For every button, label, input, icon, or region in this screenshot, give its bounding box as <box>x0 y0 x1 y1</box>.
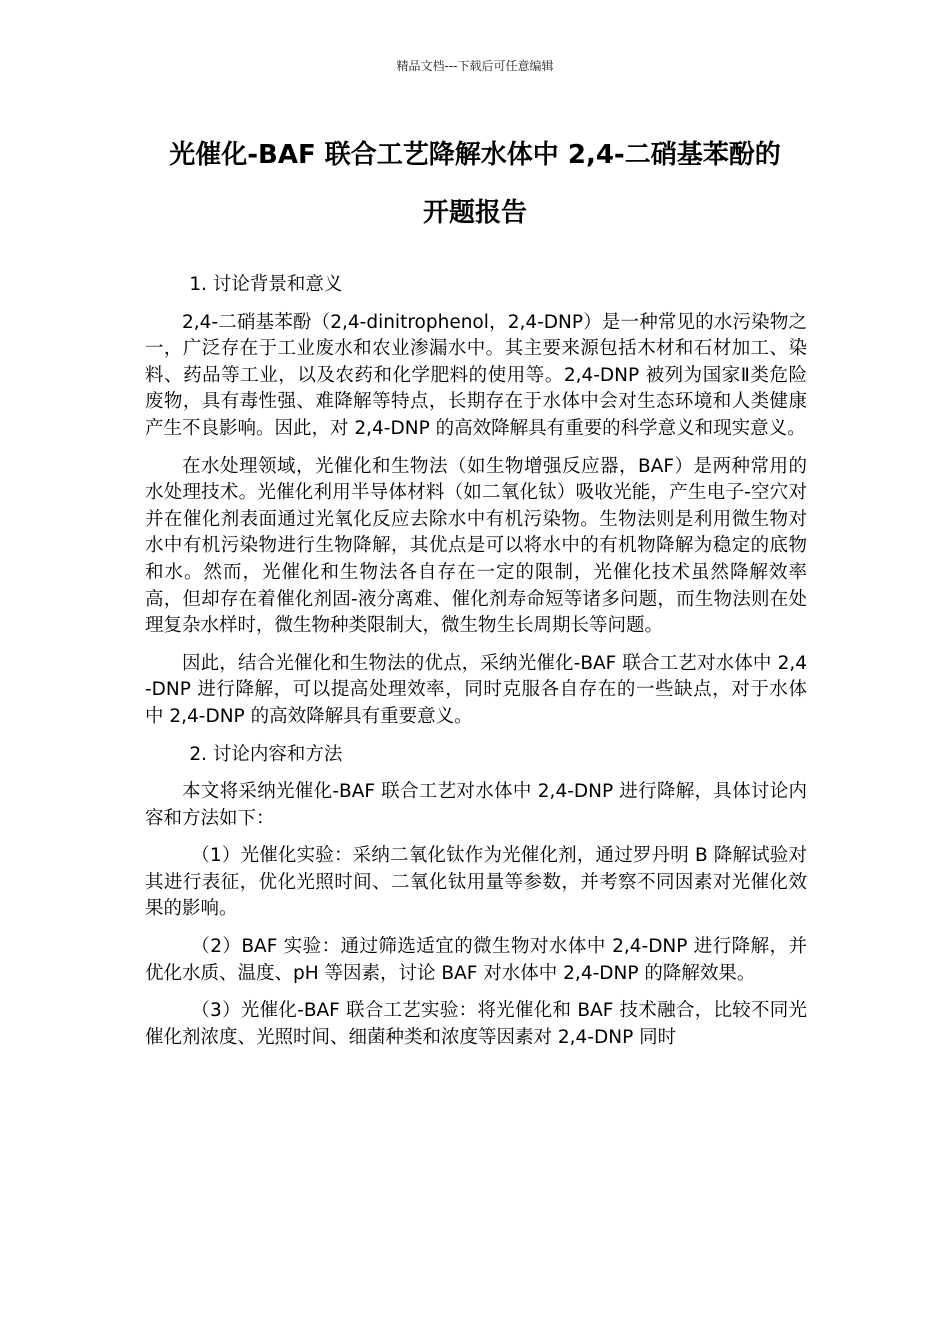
header-note: 精品文档---下载后可任意编辑 <box>396 59 554 73</box>
page-title-line-1: 光催化-BAF 联合工艺降解水体中 2,4-二硝基苯酚的 <box>169 140 781 170</box>
section-heading-background: 1. 讨论背景和意义 <box>189 274 343 295</box>
section-heading-content-methods: 2. 讨论内容和方法 <box>189 743 343 765</box>
page-title-line-2: 开题报告 <box>422 198 527 228</box>
list-item-combined: （3）光催化-BAF 联合工艺实验：将光催化和 BAF 技术融合，比较不同光催化剂浓度、光照时间、细菌种类和浓度等因素对 2,4-DNP 同时 <box>145 1000 807 1048</box>
paragraph-treatment-methods: 在水处理领域，光催化和生物法（如生物增强反应器，BAF）是两种常用的水处理技术。光催化利用半导体材料（如二氧化钛）吸收光能，产生电子-空穴对并在催化剂表面通过光氧化反应去除水中有机污染物。生物法则是利用微生物对水中有机污染物进行生物降解，其优点是可以将水中的有机物降解为稳定的底物和水。然而，光催化和生物法各自存在一定的限制，光催化技术虽然降解效率高，但却存在着催化剂固-液分离难、催化剂寿命短等诸多问题，而生物法则在处理复杂水样时，微生物种类限制大，微生物生长周期长等问题。 <box>145 455 807 637</box>
paragraph-methods-intro: 本文将采纳光催化-BAF 联合工艺对水体中 2,4-DNP 进行降解，具体讨论内容和方法如下： <box>145 781 807 829</box>
document-body <box>145 272 807 1062</box>
paragraph-combined-process: 因此，结合光催化和生物法的优点，采纳光催化-BAF 联合工艺对水体中 2,4-DNP 进行降解，可以提高处理效率，同时克服各自存在的一些缺点，对于水体中 2,4-DNP 的高效降解具有重要意义。 <box>145 652 807 727</box>
list-item-baf: （2）BAF 实验：通过筛选适宜的微生物对水体中 2,4-DNP 进行降解，并优化水质、温度、pH 等因素，讨论 BAF 对水体中 2,4-DNP 的降解效果。 <box>145 936 807 984</box>
paragraph-pollutant-intro: 2,4-二硝基苯酚（2,4-dinitrophenol，2,4-DNP）是一种常见的水污染物之一，广泛存在于工业废水和农业渗漏水中。其主要来源包括木材和石材加工、染料、药品等工业，以及农药和化学肥料的使用等。2,4-DNP 被列为国家Ⅱ类危险废物，具有毒性强、难降解等特点，长期存在于水体中会对生态环境和人类健康产生不良影响。因此，对 2,4-DNP 的高效降解具有重要的科学意义和现实意义。 <box>145 311 807 439</box>
list-item-photocatalysis: （1）光催化实验：采纳二氧化钛作为光催化剂，通过罗丹明 B 降解试验对其进行表征，优化光照时间、二氧化钛用量等参数，并考察不同因素对光催化效果的影响。 <box>145 845 807 920</box>
